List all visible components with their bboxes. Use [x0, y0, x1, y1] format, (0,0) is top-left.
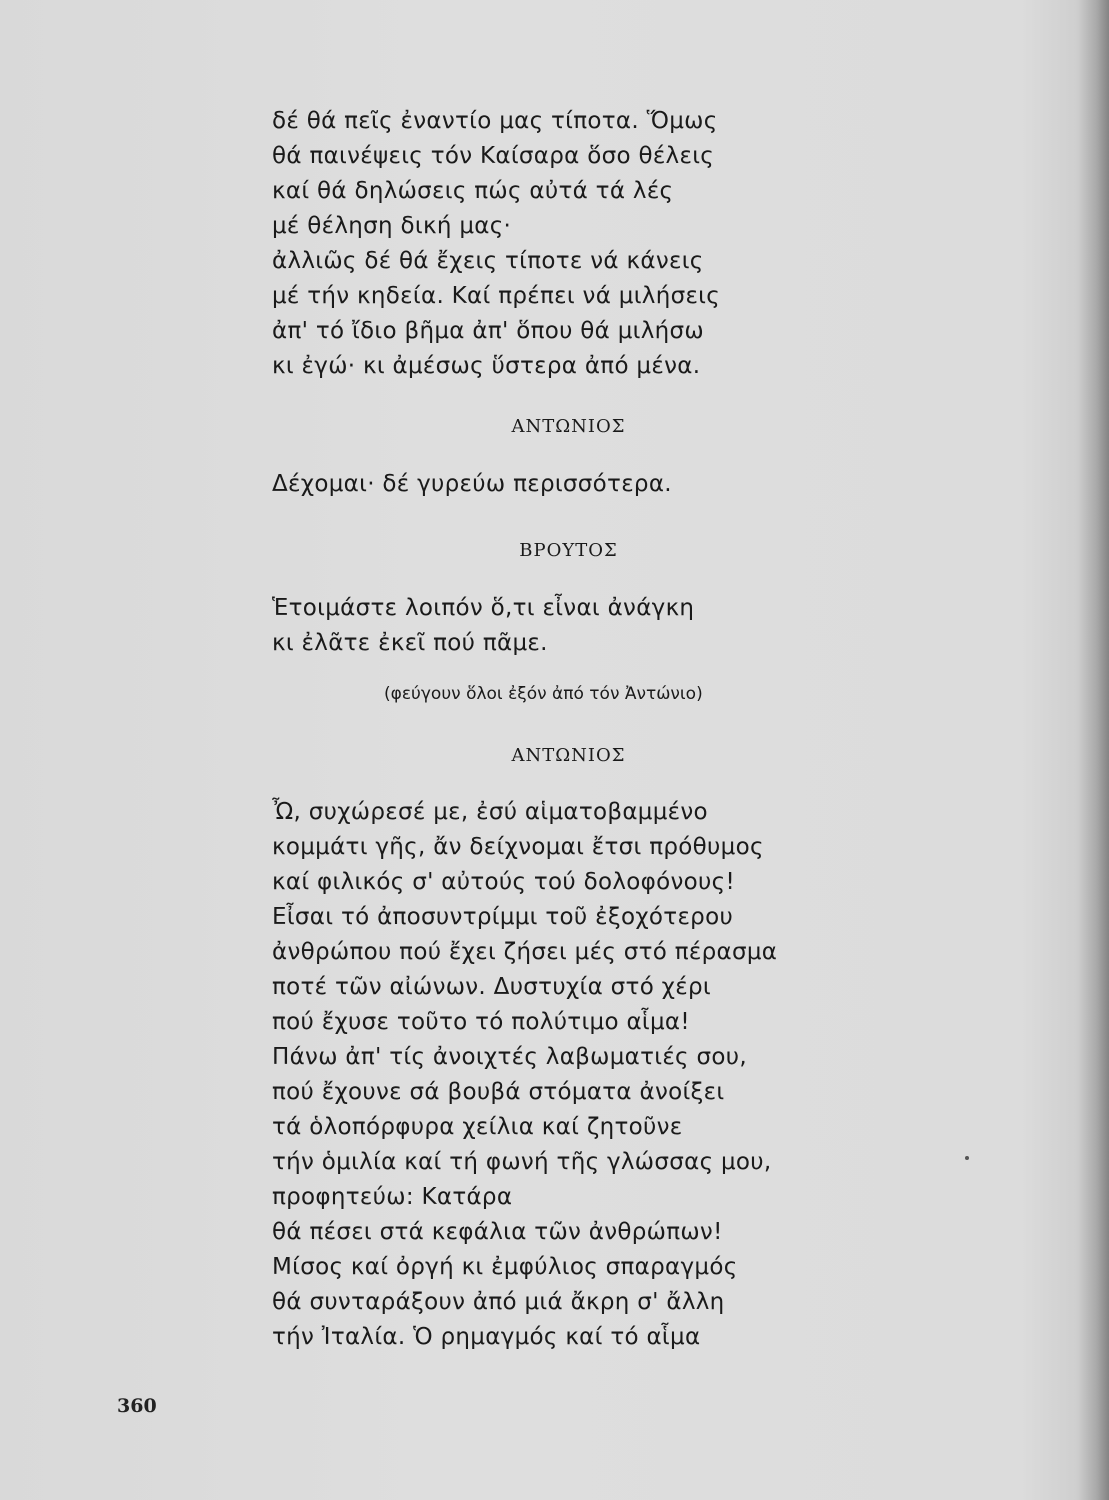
speech-opening — [272, 104, 720, 384]
verse-line: Ὦ, συχώρεσέ με, ἐσύ αἱματοβαμμένο — [272, 799, 708, 825]
speaker-heading: ΑΝΤΩΝΙΟΣ — [511, 416, 626, 437]
verse-line: ἀπ' τό ἴδιο βῆμα ἀπ' ὅπου θά μιλήσω — [272, 318, 704, 344]
verse-line: Δέχομαι· δέ γυρεύω περισσότερα. — [272, 471, 672, 497]
verse-line: Πάνω ἀπ' τίς ἀνοιχτές λαβωματιές σου, — [272, 1044, 747, 1070]
verse-line: μέ θέληση δική μας· — [272, 213, 512, 239]
verse-line: τήν ὁμιλία καί τή φωνή τῆς γλώσσας μου, — [272, 1149, 772, 1175]
dust-speck — [965, 1156, 969, 1160]
verse-line: τά ὁλοπόρφυρα χείλια καί ζητοῦνε — [272, 1114, 683, 1140]
verse-line: καί θά δηλώσεις πώς αὐτά τά λές — [272, 178, 674, 204]
verse-line: μέ τήν κηδεία. Καί πρέπει νά μιλήσεις — [272, 283, 721, 309]
speaker-heading: ΑΝΤΩΝΙΟΣ — [511, 745, 626, 766]
verse-line: κι ἐλᾶτε ἐκεῖ πού πᾶμε. — [272, 630, 548, 656]
verse-line: κι ἐγώ· κι ἀμέσως ὕστερα ἀπό μένα. — [272, 353, 701, 379]
verse-line: ποτέ τῶν αἰώνων. Δυστυχία στό χέρι — [272, 974, 711, 1000]
verse-line: προφητεύω: Κατάρα — [272, 1184, 513, 1210]
verse-line: καί φιλικός σ' αὐτούς τού δολοφόνους! — [272, 869, 735, 895]
page-edge-shadow — [1079, 0, 1109, 1500]
verse-line: πού ἔχυσε τοῦτο τό πολύτιμο αἷμα! — [272, 1009, 690, 1035]
verse-line: τήν Ἰταλία. Ὁ ρημαγμός καί τό αἷμα — [272, 1324, 701, 1350]
verse-line: θά παινέψεις τόν Καίσαρα ὅσο θέλεις — [272, 143, 715, 169]
verse-line: θά συνταράξουν ἀπό μιά ἄκρη σ' ἄλλη — [272, 1289, 725, 1315]
verse-line: θά πέσει στά κεφάλια τῶν ἀνθρώπων! — [272, 1219, 723, 1245]
speech-antonius-2 — [272, 795, 777, 1355]
verse-line: ἀνθρώπου πού ἔχει ζήσει μές στό πέρασμα — [272, 939, 778, 965]
speaker-heading: ΒΡΟΥΤΟΣ — [519, 540, 618, 561]
page-number: 360 — [117, 1395, 157, 1417]
verse-line: Εἶσαι τό ἀποσυντρίμμι τοῦ ἐξοχότερου — [272, 904, 734, 930]
stage-direction: (φεύγουν ὅλοι ἐξόν ἀπό τόν Ἀντώνιο) — [384, 684, 703, 704]
verse-line: Ἑτοιμάστε λοιπόν ὅ,τι εἶναι ἀνάγκη — [272, 595, 695, 621]
verse-line: πού ἔχουνε σά βουβά στόματα ἀνοίξει — [272, 1079, 725, 1105]
verse-line: δέ θά πεῖς ἐναντίο μας τίποτα. Ὅμως — [272, 108, 718, 134]
verse-line: κομμάτι γῆς, ἄν δείχνομαι ἔτσι πρόθυμος — [272, 834, 764, 860]
verse-line: Μίσος καί ὀργή κι ἐμφύλιος σπαραγμός — [272, 1254, 738, 1280]
verse-line: ἀλλιῶς δέ θά ἔχεις τίποτε νά κάνεις — [272, 248, 704, 274]
speech-antonius-1 — [272, 467, 672, 502]
speech-brutus — [272, 591, 694, 661]
